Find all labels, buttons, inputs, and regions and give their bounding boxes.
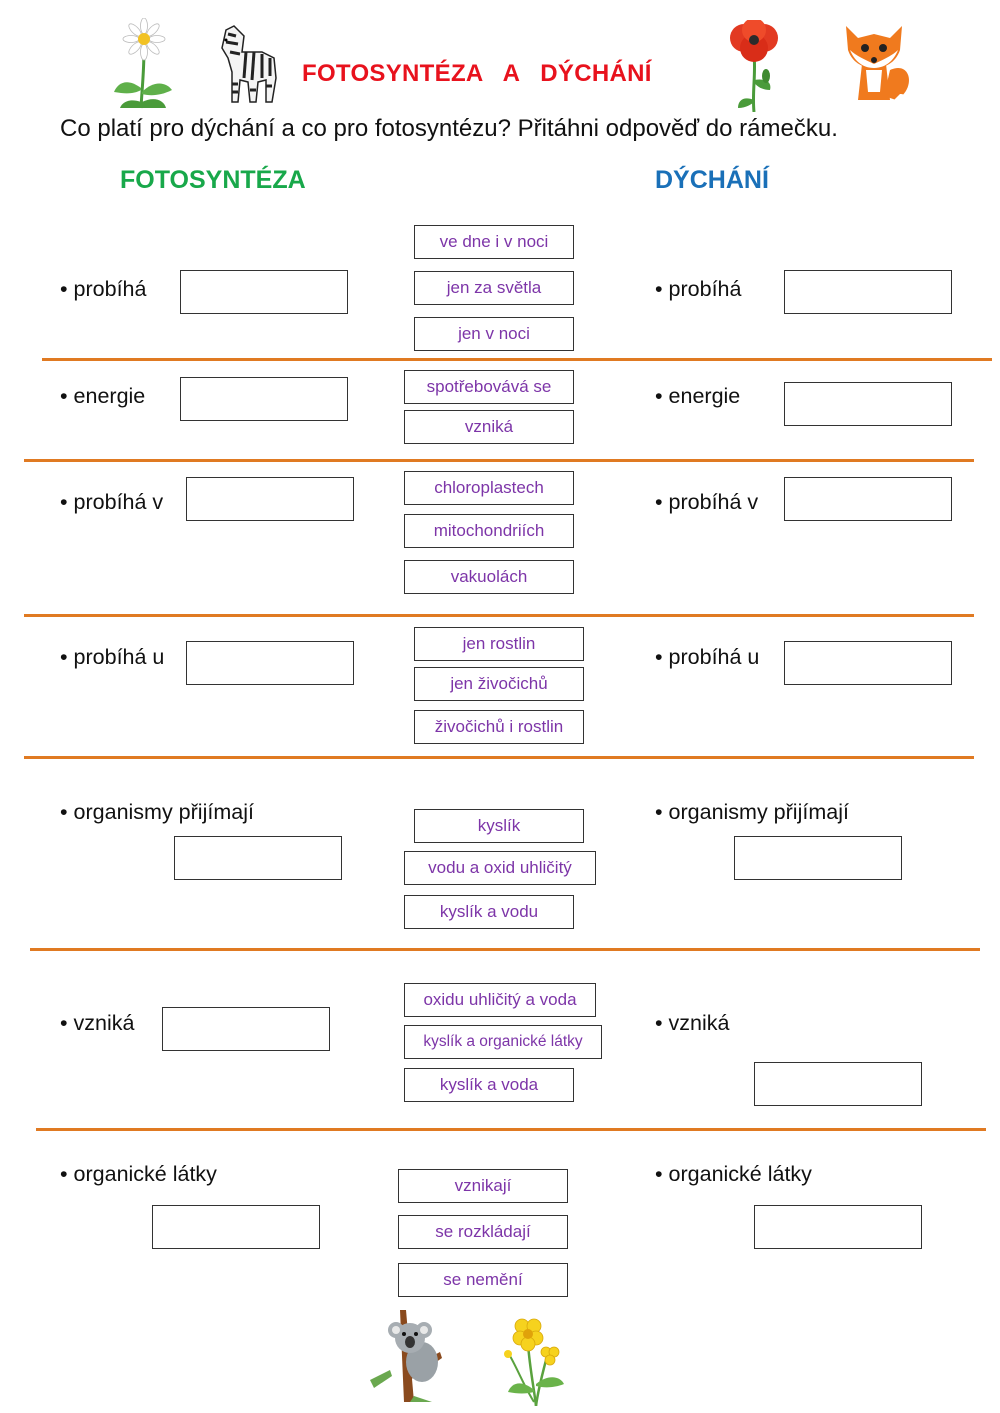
row-label-right: • probíhá u: [655, 645, 760, 669]
bullet: •: [60, 490, 68, 514]
bullet: •: [60, 277, 68, 301]
daisy-image: [108, 18, 178, 110]
answer-chip[interactable]: živočichů i rostlin: [414, 710, 584, 744]
photosynthesis-drop-box-time[interactable]: [180, 270, 348, 314]
row-label-left: • energie: [60, 384, 146, 408]
row-label-left: • probíhá v: [60, 490, 164, 514]
answer-chip[interactable]: kyslík a vodu: [404, 895, 574, 929]
answer-chip[interactable]: mitochondriích: [404, 514, 574, 548]
answer-chip[interactable]: jen rostlin: [414, 627, 584, 661]
answer-chip[interactable]: chloroplastech: [404, 471, 574, 505]
row-divider: [42, 358, 992, 361]
zebra-image: [218, 22, 284, 104]
row-label-left: • organické látky: [60, 1162, 217, 1186]
answer-chip[interactable]: se rozkládají: [398, 1215, 568, 1249]
row-label-right: • organické látky: [655, 1162, 812, 1186]
answer-chip[interactable]: vodu a oxid uhličitý: [404, 851, 596, 885]
row-label-left: • vzniká: [60, 1011, 135, 1035]
answer-chip[interactable]: kyslík a voda: [404, 1068, 574, 1102]
respiration-drop-box-intake[interactable]: [734, 836, 902, 880]
respiration-drop-box-time[interactable]: [784, 270, 952, 314]
bullet: •: [60, 1162, 68, 1186]
answer-chip[interactable]: spotřebovává se: [404, 370, 574, 404]
bullet: •: [655, 490, 663, 514]
bullet: •: [60, 1011, 68, 1035]
row-label-right: • vzniká: [655, 1011, 730, 1035]
row-label-right: • organismy přijímají: [655, 800, 849, 824]
instruction-text: Co platí pro dýchání a co pro fotosyntézu? Přitáhni odpověď do rámečku.: [60, 115, 838, 142]
row-divider: [30, 948, 980, 951]
bullet: •: [655, 800, 663, 824]
answer-chip[interactable]: se nemění: [398, 1263, 568, 1297]
answer-chip[interactable]: kyslík a organické látky: [404, 1025, 602, 1059]
respiration-drop-box-energy[interactable]: [784, 382, 952, 426]
answer-chip[interactable]: jen za světla: [414, 271, 574, 305]
answer-chip[interactable]: ve dne i v noci: [414, 225, 574, 259]
respiration-drop-box-products[interactable]: [754, 1062, 922, 1106]
bullet: •: [60, 645, 68, 669]
answer-chip[interactable]: oxidu uhličitý a voda: [404, 983, 596, 1017]
bullet: •: [655, 1011, 663, 1035]
row-label-left: • organismy přijímají: [60, 800, 254, 824]
buttercup-image: [494, 1310, 576, 1406]
row-label-left: • probíhá: [60, 277, 147, 301]
row-divider: [24, 459, 974, 462]
fox-image: [840, 20, 916, 102]
respiration-drop-box-organisms[interactable]: [784, 641, 952, 685]
row-label-right: • energie: [655, 384, 741, 408]
bullet: •: [655, 645, 663, 669]
poppy-image: [726, 20, 784, 112]
bullet: •: [655, 1162, 663, 1186]
photosynthesis-drop-box-organic[interactable]: [152, 1205, 320, 1249]
row-divider: [24, 614, 974, 617]
bullet: •: [655, 277, 663, 301]
row-label-right: • probíhá v: [655, 490, 759, 514]
photosynthesis-drop-box-products[interactable]: [162, 1007, 330, 1051]
koala-image: [370, 1310, 452, 1402]
answer-chip[interactable]: vakuolách: [404, 560, 574, 594]
answer-chip[interactable]: jen živočichů: [414, 667, 584, 701]
column-heading-photosynthesis: FOTOSYNTÉZA: [120, 166, 306, 194]
photosynthesis-drop-box-organisms[interactable]: [186, 641, 354, 685]
bullet: •: [655, 384, 663, 408]
row-label-left: • probíhá u: [60, 645, 165, 669]
photosynthesis-drop-box-energy[interactable]: [180, 377, 348, 421]
photosynthesis-drop-box-location[interactable]: [186, 477, 354, 521]
answer-chip[interactable]: vzniká: [404, 410, 574, 444]
bullet: •: [60, 384, 68, 408]
row-divider: [36, 1128, 986, 1131]
respiration-drop-box-location[interactable]: [784, 477, 952, 521]
row-label-right: • probíhá: [655, 277, 742, 301]
bullet: •: [60, 800, 68, 824]
answer-chip[interactable]: vznikají: [398, 1169, 568, 1203]
page-title: FOTOSYNTÉZA A DÝCHÁNÍ: [302, 60, 652, 87]
photosynthesis-drop-box-intake[interactable]: [174, 836, 342, 880]
column-heading-respiration: DÝCHÁNÍ: [655, 166, 769, 194]
answer-chip[interactable]: kyslík: [414, 809, 584, 843]
row-divider: [24, 756, 974, 759]
answer-chip[interactable]: jen v noci: [414, 317, 574, 351]
respiration-drop-box-organic[interactable]: [754, 1205, 922, 1249]
